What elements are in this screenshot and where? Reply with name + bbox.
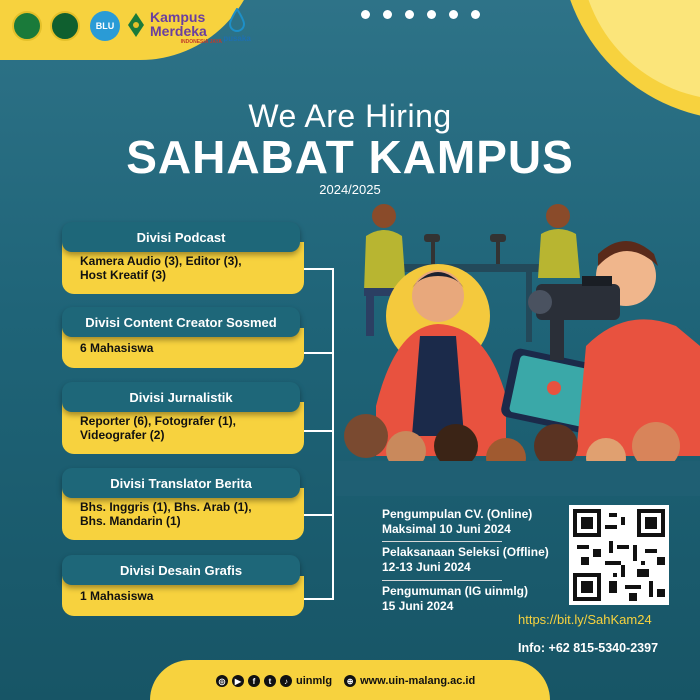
decorative-dots [361,10,480,19]
kemenag-logo [12,10,42,42]
division-content-creator-header: Divisi Content Creator Sosmed [62,307,300,337]
schedule-date: 15 Juni 2024 [382,599,454,613]
page-title: SAHABAT KAMPUS [126,131,574,183]
connector-vertical-line [332,268,334,600]
division-detail: Videografer (2) [80,428,165,442]
schedule-item [382,584,528,614]
connector-line [304,514,334,516]
kampus-merdeka-logo [150,10,222,46]
year-label: 2024/2025 [319,182,381,197]
schedule-item [382,545,549,575]
schedule-label: Pengumuman (IG uinmlg) [382,584,528,598]
uin-logo [50,10,80,42]
schedule-label: Pengumpulan CV. (Online) [382,507,533,521]
blu-logo-text: BLU [90,11,120,41]
contact-info: Info: +62 815-5340-2397 [518,641,659,655]
blu-logo [90,10,120,42]
schedule-date: 12-13 Juni 2024 [382,560,471,574]
globe-icon: ⊕ [344,675,356,687]
connector-line [304,430,334,432]
dot [383,10,392,19]
twitter-icon[interactable]: t [264,675,276,687]
division-detail: Host Kreatif (3) [80,268,167,282]
pusaka-logo [220,8,254,43]
emblem-logo [126,10,146,42]
water-drop-icon [229,8,245,32]
dot [427,10,436,19]
dot [405,10,414,19]
schedule-item [382,507,532,537]
connector-line [304,352,334,354]
division-detail: 6 Mahasiswa [80,341,154,355]
pusaka-text: pusaka [223,34,251,43]
youtube-icon[interactable]: ▶ [232,675,244,687]
division-detail: 1 Mahasiswa [80,589,154,603]
website-link[interactable]: www.uin-malang.ac.id [360,675,476,687]
division-translator-header: Divisi Translator Berita [62,468,300,498]
schedule-date: Maksimal 10 Juni 2024 [382,522,511,536]
division-jurnalistik-header: Divisi Jurnalistik [62,382,300,412]
schedule-label: Pelaksanaan Seleksi (Offline) [382,545,549,559]
kampus-merdeka-text: Kampus Merdeka [150,9,207,39]
facebook-icon[interactable]: f [248,675,260,687]
division-desain-grafis-header: Divisi Desain Grafis [62,555,300,585]
social-handle: uinmlg [296,675,333,687]
dot [471,10,480,19]
division-detail: Bhs. Inggris (1), Bhs. Arab (1), [80,500,252,514]
instagram-icon[interactable]: ◎ [216,675,228,687]
dot [449,10,458,19]
hiring-subtitle: We Are Hiring [248,98,452,134]
qr-code[interactable] [569,505,669,605]
registration-link[interactable]: https://bit.ly/SahKam24 [518,612,652,627]
tiktok-icon[interactable]: ♪ [280,675,292,687]
division-detail: Bhs. Mandarin (1) [80,514,181,528]
division-podcast-header: Divisi Podcast [62,222,300,252]
division-detail: Reporter (6), Fotografer (1), [80,414,237,428]
podcast-illustration [336,196,700,496]
division-detail: Kamera Audio (3), Editor (3), [80,254,242,268]
connector-line [304,268,334,270]
kampus-merdeka-subtext: INDONESIA JAYA [180,39,222,45]
connector-line [304,598,334,600]
dot [361,10,370,19]
divider [382,541,502,542]
divider [382,580,502,581]
footer [216,675,475,687]
